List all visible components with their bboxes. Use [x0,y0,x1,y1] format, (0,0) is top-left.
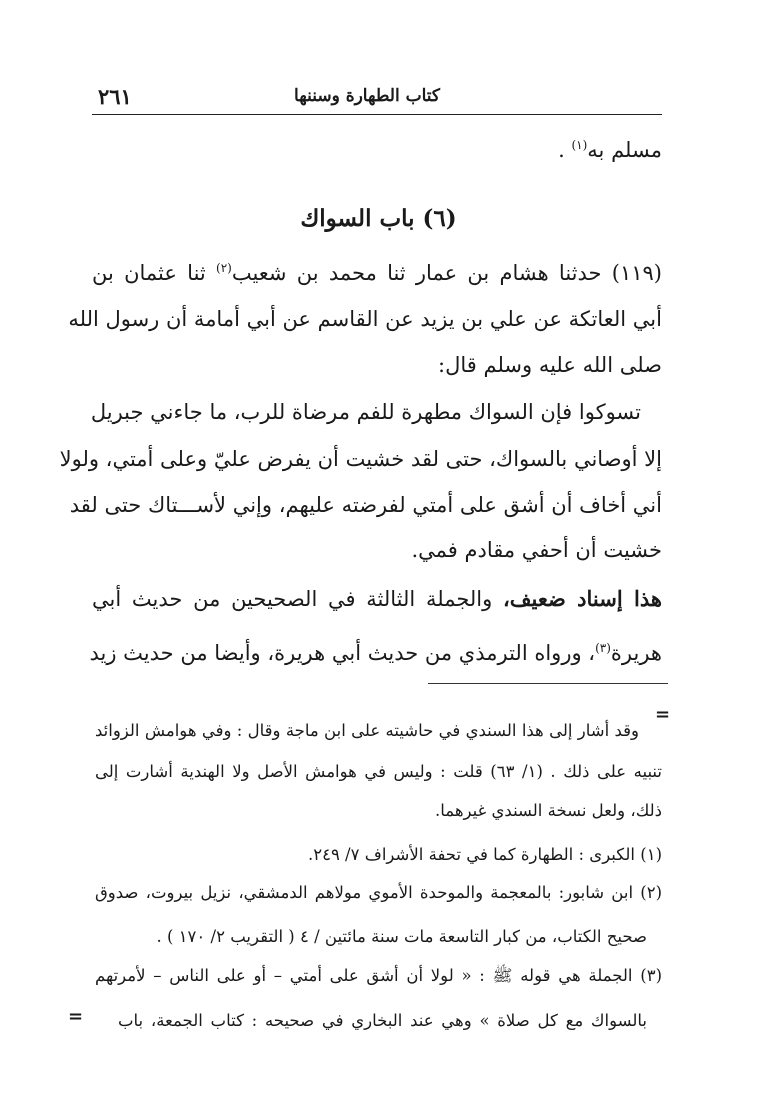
hadith-line: صلى الله عليه وسلم قال: [438,353,662,377]
hadith-text-line: أني أخاف أن أشق على أمتي لفرضته عليهم، وإني لأســـتاك حتى لقد [69,493,662,517]
footnote-2-cont: صحيح الكتاب، من كبار التاسعة مات سنة مائتين / ٤ ( التقريب ٢/ ١٧٠ ) . [156,927,647,946]
continuation-mark: = [655,704,671,725]
hadith-text-line: إلا أوصاني بالسواك، حتى لقد خشيت أن يفرض عليّ وعلى أمتي، ولولا [59,447,662,471]
footnote-line: وقد أشار إلى هذا السندي في حاشيته على ابن ماجة وقال : وفي هوامش الزوائد [95,721,639,740]
hadith-text-line: تسوكوا فإن السواك مطهرة للفم مرضاة للرب، ما جاءني جبريل [90,400,641,424]
hadith-line: (١١٩) حدثنا هشام بن عمار ثنا محمد بن شعيب$^{(٢)}$ ثنا عثمان بن [92,261,662,285]
commentary-line: هذا إسناد ضعيف، والجملة الثالثة في الصحيحين من حديث أبي [92,586,662,611]
footnote-3: (٣) الجملة هي قوله ﷺ : « لولا أن أشق على أمتي – أو على الناس – لأمرتهم [95,966,662,985]
top-line: مسلم به$^{(١)}$ . [558,138,662,162]
hadith-line: أبي العاتكة عن علي بن يزيد عن القاسم عن أبي أمامة أن رسول الله [68,307,662,331]
footnote-ref: (٣) [595,641,611,655]
hadith-text-line: خشيت أن أحفي مقادم فمي. [411,538,662,562]
page-header [92,84,662,114]
page-number: ٢٦١ [98,84,132,109]
footnote-3-cont: بالسواك مع كل صلاة » وهي عند البخاري في صحيحه : كتاب الجمعة، باب [118,1011,647,1030]
footnote-line: ذلك، ولعل نسخة السندي غيرهما. [435,801,662,820]
footnote-separator [428,683,668,684]
header-rule [92,114,662,115]
footnote-2: (٢) ابن شابور: بالمعجمة والموحدة الأموي مولاهم الدمشقي، نزيل بيروت، صدوق [95,883,662,902]
commentary-line: هريرة$^{(٣)}$، ورواه الترمذي من حديث أبي هريرة، وأيضا من حديث زيد [89,641,662,665]
footnote-1: (١) الكبرى : الطهارة كما في تحفة الأشراف ٧/ ٢٤٩. [307,845,662,864]
chapter-title: (٦) باب السواك [300,205,457,232]
continuation-mark: = [68,1006,84,1027]
running-title: كتاب الطهارة وسننها [294,86,440,106]
footnote-line: تنبيه على ذلك . (١/ ٦٣) قلت : وليس في هوامش الأصل ولا الهندية أشارت إلى [95,762,662,781]
footnote-ref: (٢) [216,261,232,275]
grading: هذا إسناد ضعيف، [503,586,662,611]
footnote-ref: (١) [571,138,588,152]
